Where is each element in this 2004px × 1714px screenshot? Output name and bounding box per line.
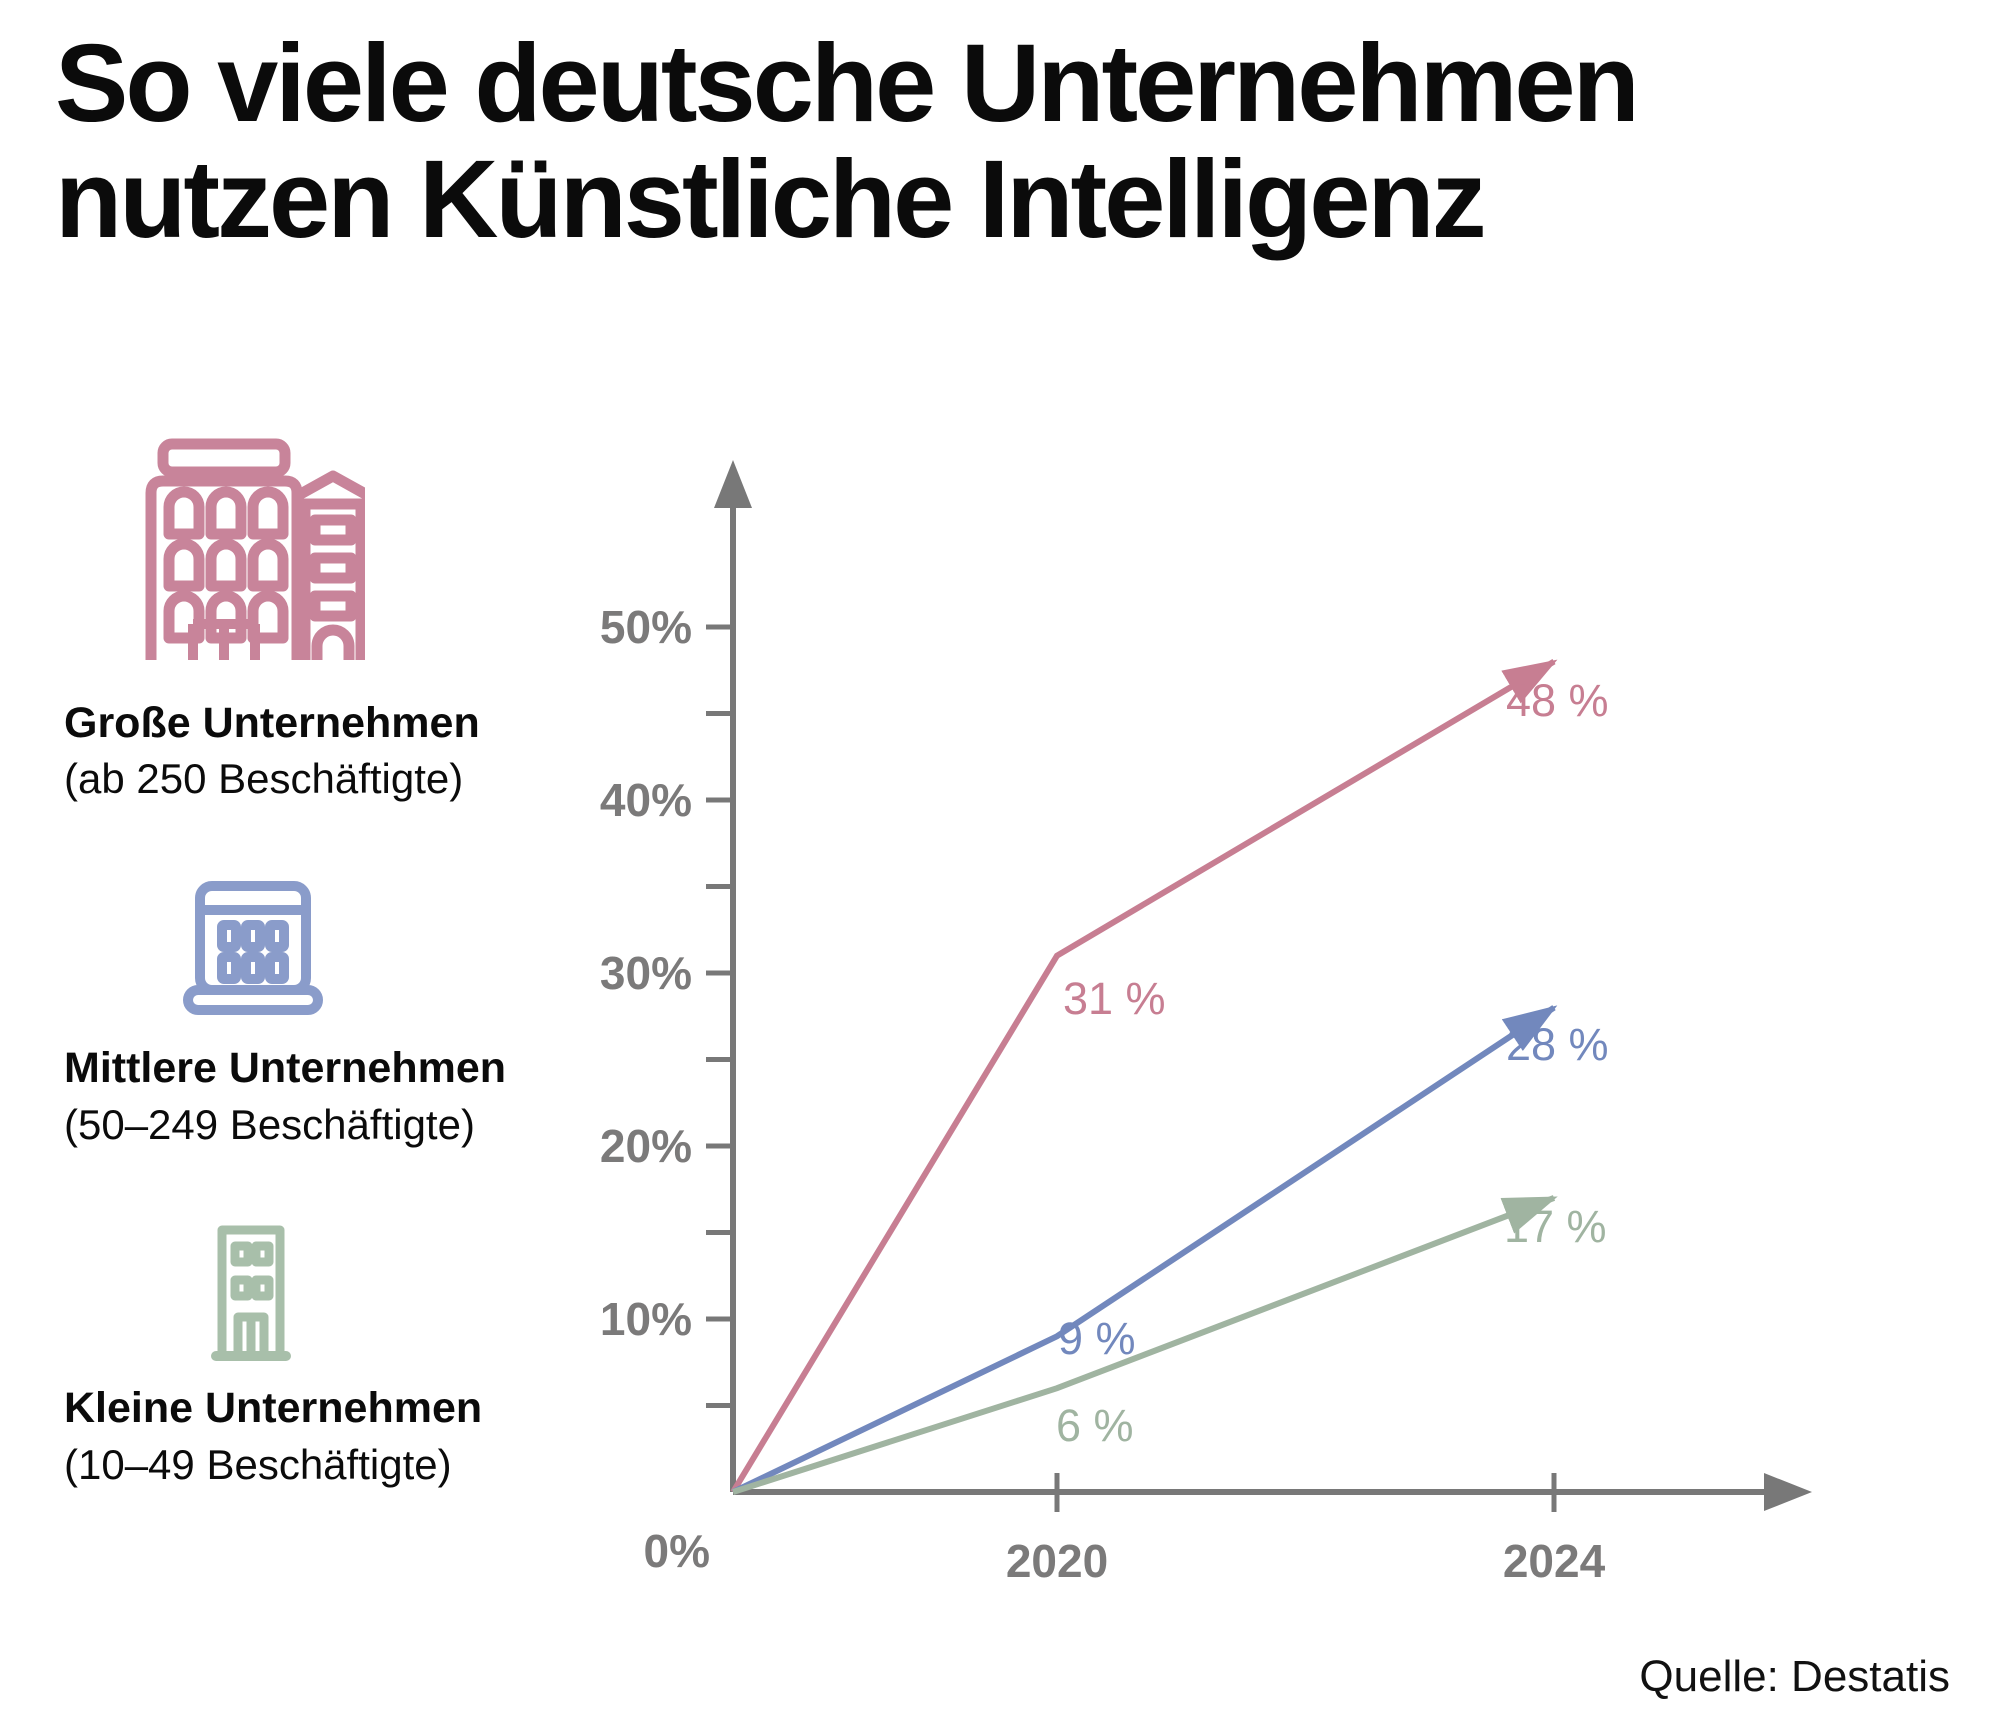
y-tick-30: 30%	[599, 947, 692, 999]
x-tick-2020: 2020	[1005, 1535, 1109, 1587]
y-tick-20: 20%	[599, 1120, 692, 1172]
axes	[706, 503, 1768, 1512]
series-lines	[733, 662, 1554, 1492]
label-small-2020: 6 %	[1056, 1400, 1134, 1451]
x-tick-2024: 2024	[1502, 1535, 1606, 1587]
y-tick-10: 10%	[599, 1293, 692, 1345]
label-medium-2024: 28 %	[1506, 1019, 1609, 1070]
legend-large-name: Große Unternehmen	[64, 699, 480, 747]
label-medium-2020: 9 %	[1058, 1313, 1136, 1364]
x-axis-arrow-icon	[1764, 1473, 1812, 1511]
page-title-line2: nutzen Künstliche Intelligenz	[55, 137, 1484, 261]
page-title-line1: So viele deutsche Unternehmen	[55, 22, 1637, 145]
y-axis-ticks	[706, 627, 733, 1406]
label-large-2024: 48 %	[1506, 675, 1609, 726]
legend-small-name: Kleine Unternehmen	[64, 1384, 483, 1432]
source-credit: Quelle: Destatis	[1639, 1652, 1950, 1701]
legend-medium-name: Mittlere Unternehmen	[64, 1044, 507, 1092]
label-large-2020: 31 %	[1063, 973, 1166, 1024]
legend-medium-detail: (50–249 Beschäftigte)	[64, 1101, 475, 1148]
legend-large-detail: (ab 250 Beschäftigte)	[64, 755, 464, 802]
origin-label: 0%	[643, 1525, 710, 1577]
label-small-2024: 17 %	[1504, 1201, 1607, 1252]
y-tick-40: 40%	[599, 774, 692, 826]
series-line-2	[733, 1198, 1554, 1492]
y-axis-arrow-icon	[714, 460, 752, 508]
series-line-1	[733, 1008, 1554, 1492]
legend-small-detail: (10–49 Beschäftigte)	[64, 1441, 452, 1488]
y-tick-50: 50%	[599, 601, 692, 653]
series-line-0	[733, 662, 1554, 1492]
